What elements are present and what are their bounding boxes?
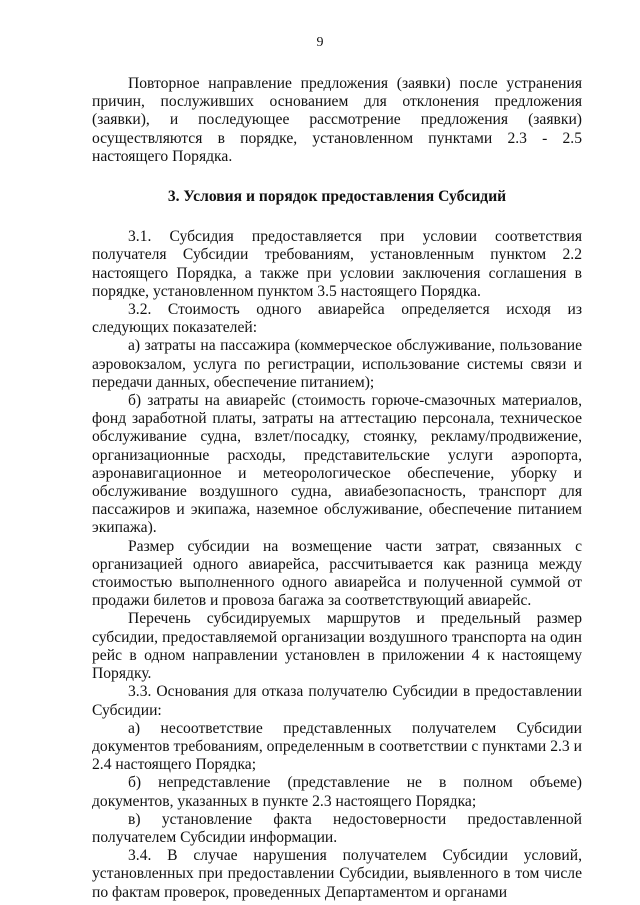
paragraph-3-4: 3.4. В случае нарушения получателем Субсидии условий, установленных при предоставлении Субсидии, выявленного в том числе по фактам проверок, проведенных Департаментом и органами <box>92 847 582 901</box>
section-heading: 3. Условия и порядок предоставления Субсидий <box>167 188 507 206</box>
paragraph-3-2-a: а) затраты на пассажира (коммерческое обслуживание, пользование аэровокзалом, услуга по регистрации, использование системы связи и передачи данных, обеспечение питанием); <box>92 337 582 391</box>
paragraph-3-2: 3.2. Стоимость одного авиарейса определяется исходя из следующих показателей: <box>92 301 582 337</box>
paragraph-subsidy-size: Размер субсидии на возмещение части затрат, связанных с организацией одного авиарейса, рассчитывается как разница между стоимостью выполненного одного авиарейса и полученной суммой от продажи билетов и провоза багажа за соответствующий авиарейс. <box>92 537 582 610</box>
paragraph-routes-list: Перечень субсидируемых маршрутов и предельный размер субсидии, предоставляемой организации воздушного транспорта на один рейс в одном направлении установлен в приложении 4 к настоящему Порядку. <box>92 610 582 683</box>
paragraph-3-2-b: б) затраты на авиарейс (стоимость горюче-смазочных материалов, фонд заработной платы, затраты на аттестацию персонала, техническое обслуживание судна, взлет/посадку, стоянку, рекламу/продвижение, организационные расходы, представительские услуги аэропорта, аэронавигационное и метеорологическое обеспечение, уборку и обслуживание воздушного судна, авиабезопасность, транспорт для пассажиров и экипажа, наземное обслуживание, обеспечение питанием экипажа). <box>92 392 582 537</box>
paragraph-3-3: 3.3. Основания для отказа получателю Субсидии в предоставлении Субсидии: <box>92 683 582 719</box>
paragraph-3-3-a: а) несоответствие представленных получателем Субсидии документов требованиям, определенным в соответствии с пунктами 2.3 и 2.4 настоящего Порядка; <box>92 719 582 774</box>
paragraph-3-1: 3.1. Субсидия предоставляется при условии соответствия получателя Субсидии требованиям, установленным пунктом 2.2 настоящего Порядка, а также при условии заключения соглашения в порядке, установленном пунктом 3.5 настоящего Порядка. <box>92 228 582 300</box>
paragraph-resubmission: Повторное направление предложения (заявки) после устранения причин, послуживших основанием для отклонения предложения (заявки), и последующее рассмотрение предложения (заявки) осуществляются в порядке, установленном пунктами 2.3 - 2.5 настоящего Порядка. <box>92 75 582 165</box>
paragraph-3-3-v: в) установление факта недостоверности предоставленной получателем Субсидии информации. <box>92 810 582 846</box>
document-body <box>92 75 582 902</box>
paragraph-3-3-b: б) непредставление (представление не в полном объеме) документов, указанных в пункте 2.3 настоящего Порядка; <box>92 774 582 810</box>
page-number: 9 <box>316 35 324 50</box>
